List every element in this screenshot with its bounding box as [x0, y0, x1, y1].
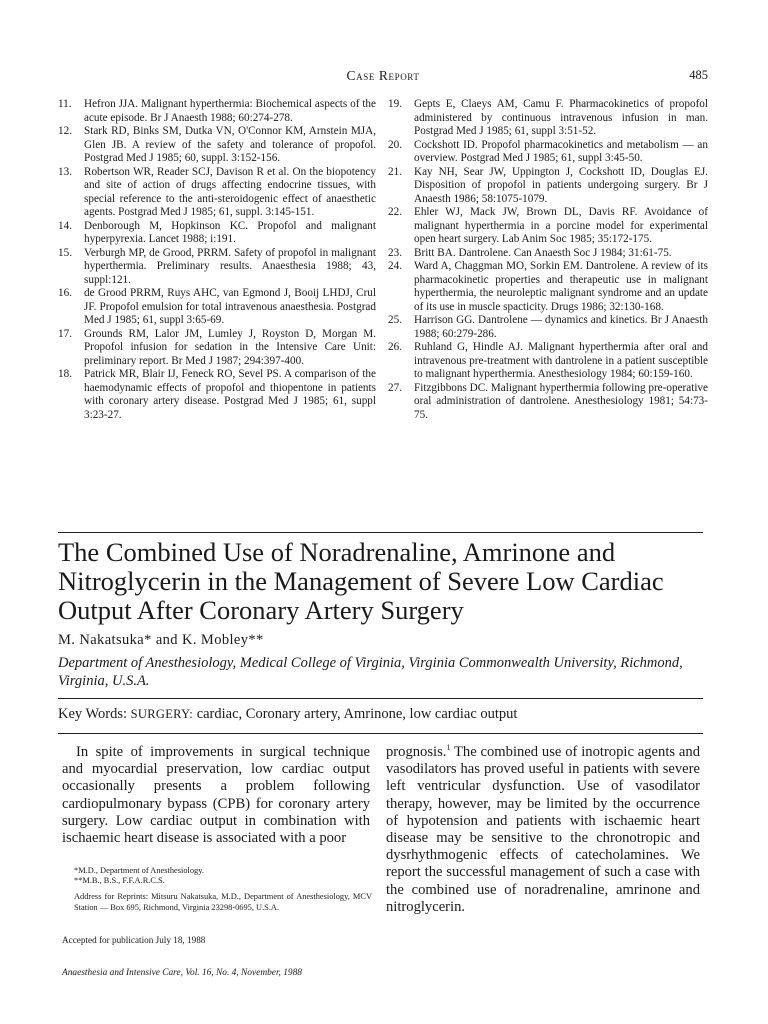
- journal-citation: Anaesthesia and Intensive Care, Vol. 16, No. 4, November, 1988: [62, 968, 302, 978]
- keywords-top-rule: [58, 698, 703, 699]
- running-head: [58, 68, 708, 86]
- reference-text: Patrick MR, Blair IJ, Feneck RO, Sevel PS. A comparison of the haemodynamic effects of propofol and thiopentone in patients with coronary artery disease. Postgrad Med J 1985; 61, suppl 3:23-27.: [84, 368, 376, 421]
- reference-item: [388, 341, 708, 382]
- article-title: The Combined Use of Noradrenaline, Amrinone and Nitroglycerin in the Management of Severe Low Cardiac Output After Coronary Artery Surgery: [58, 537, 664, 625]
- reference-item: [388, 166, 708, 207]
- reference-number: 11.: [58, 98, 72, 110]
- reference-text: Ruhland G, Hindle AJ. Malignant hyperthermia after oral and intravenous pre-treatment with dantrolene in a patient susceptible to malignant hyperthermia. Anesthesiology 1984; 60:159-160.: [414, 341, 708, 380]
- reference-text: Hefron JJA. Malignant hyperthermia: Biochemical aspects of the acute episode. Br J Anaesth 1988; 60:274-278.: [84, 98, 376, 124]
- keywords-text: cardiac, Coronary artery, Amrinone, low cardiac output: [196, 706, 518, 722]
- reference-number: 25.: [388, 314, 402, 326]
- reference-text: Cockshott ID. Propofol pharmacokinetics and metabolism — an overview. Postgrad Med J 1985; 61, suppl 3:45-50.: [414, 138, 708, 164]
- footnotes: [62, 866, 372, 913]
- reference-number: 13.: [58, 165, 72, 178]
- reference-text: Ward A, Chaggman MO, Sorkin EM. Dantrolene. A review of its pharmacokinetic properties and therapeutic use in malignant hyperthermia, the neuroleptic malignant syndrome and an update of its use in muscle spacticity. Drugs 1986; 32:130-168.: [414, 260, 708, 313]
- body-column-right: [386, 744, 700, 916]
- reference-item: [388, 314, 708, 341]
- citation-superscript: 1: [446, 743, 451, 753]
- footnote-author-2: **M.B., B.S., F.F.A.R.C.S.: [74, 876, 165, 886]
- reference-number: 15.: [58, 246, 72, 259]
- reference-number: 17.: [58, 327, 72, 340]
- accepted-date: Accepted for publication July 18, 1988: [62, 935, 206, 945]
- reference-item: [58, 368, 376, 422]
- reference-number: 14.: [58, 219, 72, 232]
- reference-text: Kay NH, Sear JW, Uppington J, Cockshott ID, Douglas EJ. Disposition of propofol in patients undergoing surgery. Br J Anaesth 1986; 58:1075-1079.: [414, 165, 708, 205]
- page-number: 485: [689, 68, 708, 82]
- article-authors: M. Nakatsuka* and K. Mobley**: [58, 632, 264, 648]
- reference-number: 20.: [388, 138, 402, 151]
- reference-text: de Grood PRRM, Ruys AHC, van Egmond J, Booij LHDJ, Crul JF. Propofol emulsion for total intravenous anaesthesia. Postgrad Med J 1985; 61, suppl 3:65-69.: [84, 287, 376, 326]
- body-paragraph-left: In spite of improvements in surgical technique and myocardial preservation, low cardiac output occasionally presents a problem following cardiopulmonary bypass (CPB) for coronary artery surgery. Low cardiac output in combination with ischaemic heart disease is associated with a poor: [62, 744, 370, 847]
- reference-text: Fitzgibbons DC. Malignant hyperthermia following pre-operative oral administration of dantrolene. Anesthesiology 1981; 54:73-75.: [414, 381, 708, 421]
- reference-item: [58, 287, 376, 328]
- keywords-label: Key Words:: [58, 706, 128, 722]
- keywords-category: SURGERY:: [130, 707, 194, 721]
- body-paragraph-right: [386, 744, 700, 916]
- reference-number: 18.: [58, 368, 72, 380]
- reference-item: [388, 247, 708, 261]
- reference-item: [388, 260, 708, 314]
- author-affiliation: Department of Anesthesiology, Medical College of Virginia, Virginia Commonwealth University, Richmond, Virginia, U.S.A.: [58, 655, 683, 689]
- footnote-author-1: *M.D., Department of Anesthesiology.: [74, 866, 204, 875]
- body-right-rest: The combined use of inotropic agents and vasodilators has proved useful in patients with severe left ventricular dysfunction. Use of vasodilator therapy, however, may be limited by the occurrence of hypotension and patients with ischaemic heart disease may be sensitive to the chronotropic and dysrhythmogenic effects of catecholamines. We report the successful management of such a case with the combined use of noradrenaline, amrinone and nitroglycerin.: [386, 744, 700, 915]
- reference-item: [388, 139, 708, 166]
- reference-list: [58, 98, 708, 422]
- reference-text: Ehler WJ, Mack JW, Brown DL, Davis RF. Avoidance of malignant hyperthermia in a porcine model for experimental open heart surgery. Lab Anim Soc 1985; 35:172-175.: [414, 206, 708, 245]
- body-column-left: [62, 744, 370, 847]
- reference-item: [58, 328, 376, 369]
- reference-number: 22.: [388, 206, 402, 218]
- reference-column-left: [58, 98, 376, 422]
- reference-number: 19.: [388, 98, 402, 110]
- reference-item: [58, 247, 376, 288]
- reference-text: Britt BA. Dantrolene. Can Anaesth Soc J 1984; 31:61-75.: [414, 246, 672, 259]
- reference-number: 21.: [388, 165, 402, 178]
- reference-column-right: [388, 98, 708, 422]
- reference-item: [58, 220, 376, 247]
- reference-item: [58, 125, 376, 166]
- reference-text: Harrison GG. Dantrolene — dynamics and kinetics. Br J Anaesth 1988; 60:279-286.: [414, 314, 708, 340]
- reference-number: 27.: [388, 381, 402, 394]
- reference-item: [58, 98, 376, 125]
- reference-number: 12.: [58, 125, 72, 137]
- reference-number: 16.: [58, 287, 72, 299]
- body-right-start: prognosis.: [386, 744, 447, 760]
- section-divider: [58, 532, 703, 533]
- reference-number: 23.: [388, 246, 402, 259]
- reference-item: [388, 98, 708, 139]
- keywords-bottom-rule: [58, 733, 703, 734]
- running-title: Case Report: [346, 68, 420, 83]
- reference-item: [388, 382, 708, 423]
- keywords-line: [58, 706, 708, 723]
- reference-item: [388, 206, 708, 247]
- reference-text: Grounds RM, Lalor JM, Lumley J, Royston D, Morgan M. Propofol infusion for sedation in the Intensive Care Unit: preliminary report. Br Med J 1987; 294:397-400.: [84, 327, 376, 367]
- reference-text: Gepts E, Claeys AM, Camu F. Pharmacokinetics of propofol administered by continuous intravenous infusion in man. Postgrad Med J 1985; 61, suppl 3:51-52.: [414, 98, 708, 137]
- reference-text: Verburgh MP, de Grood, PRRM. Safety of propofol in malignant hyperthermia. Preliminary results. Anaesthesia 1988; 43, suppl:121.: [84, 246, 376, 286]
- reference-text: Robertson WR, Reader SCJ, Davison R et al. On the biopotency and site of action of drugs affecting endocrine tissues, with special reference to the anti-steroidogenic effect of anaesthetic agents. Postgrad Med J 1985; 61, suppl. 3:145-151.: [84, 165, 376, 218]
- reference-number: 24.: [388, 260, 402, 272]
- footnote-reprint-address: Address for Reprints: Mitsuru Nakatsuka, M.D., Department of Anesthesiology, MCV Station — Box 695, Richmond, Virginia 23298-0695, U.S.A.: [74, 892, 372, 912]
- reference-item: [58, 166, 376, 220]
- reference-text: Stark RD, Binks SM, Dutka VN, O'Connor KM, Arnstein MJA, Glen JB. A review of the safety and tolerance of propofol. Postgrad Med J 1985; 60, suppl. 3:152-156.: [84, 125, 376, 164]
- reference-text: Denborough M, Hopkinson KC. Propofol and malignant hyperpyrexia. Lancet 1988; i:191.: [84, 219, 376, 245]
- reference-number: 26.: [388, 341, 402, 353]
